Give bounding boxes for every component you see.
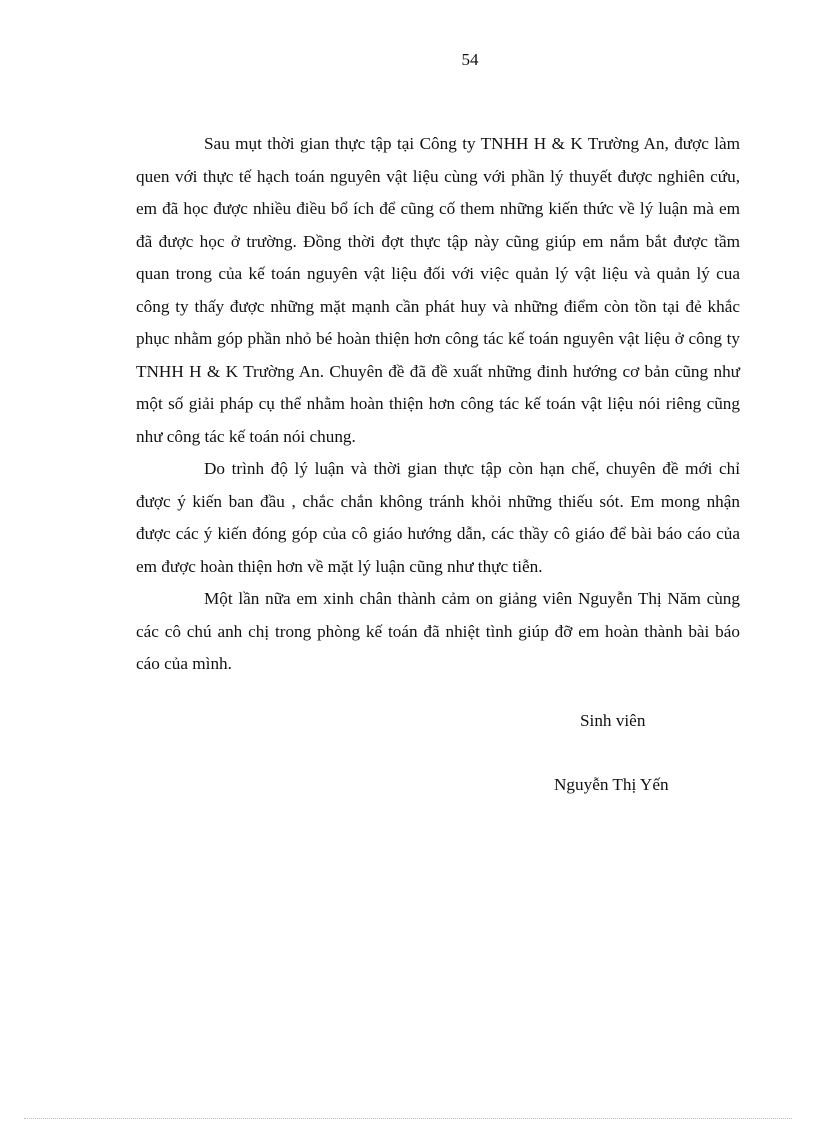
paragraph-thanks: Một lần nữa em xinh chân thành cảm on giảng viên Nguyễn Thị Năm cùng các cô chú anh chị trong phòng kế toán đã nhiệt tình giúp đỡ em hoàn thành bài báo cáo của mình. bbox=[136, 589, 740, 673]
body-text bbox=[136, 128, 740, 681]
page-bottom-divider bbox=[24, 1118, 792, 1119]
paragraph-limitations: Do trình độ lý luận và thời gian thực tập còn hạn chế, chuyên đề mới chỉ được ý kiến ban đầu , chắc chắn không tránh khỏi những thiếu sót. Em mong nhận được các ý kiến đóng góp của cô giáo hướng dẫn, các thầy cô giáo để bài báo cáo của em được hoàn thiện hơn về mặt lý luận cũng như thực tiễn. bbox=[136, 459, 740, 576]
paragraph-conclusion: Sau mụt thời gian thực tập tại Công ty TNHH H & K Trường An, được làm quen với thực tế hạch toán nguyên vật liệu cùng với phần lý thuyết được nghiên cứu, em đã học được nhiều điều bổ ích để cũng cố them những kiến thức về lý luận mà em đã được học ở trường. Đồng thời đợt thực tập này cũng giúp em nắm bắt được tầm quan trong của kế toán nguyên vật liệu đối với việc quản lý vật liệu và quản lý cua công ty thấy được những mặt mạnh cần phát huy và những điểm còn tồn tại đẻ khắc phục nhằm góp phần nhỏ bé hoàn thiện hơn công tác kế toán nguyên vật liệu ở công ty TNHH H & K Trường An. Chuyên đề đã đề xuất những đinh hướng cơ bản cũng như một số giải pháp cụ thể nhằm hoàn thiện hơn công tác kế toán vật liệu nói riêng cũng như công tác kế toán nói chung. bbox=[136, 134, 740, 446]
signature-role: Sinh viên bbox=[580, 711, 646, 730]
signature-name: Nguyễn Thị Yến bbox=[554, 775, 669, 794]
page-number: 54 bbox=[461, 50, 479, 69]
